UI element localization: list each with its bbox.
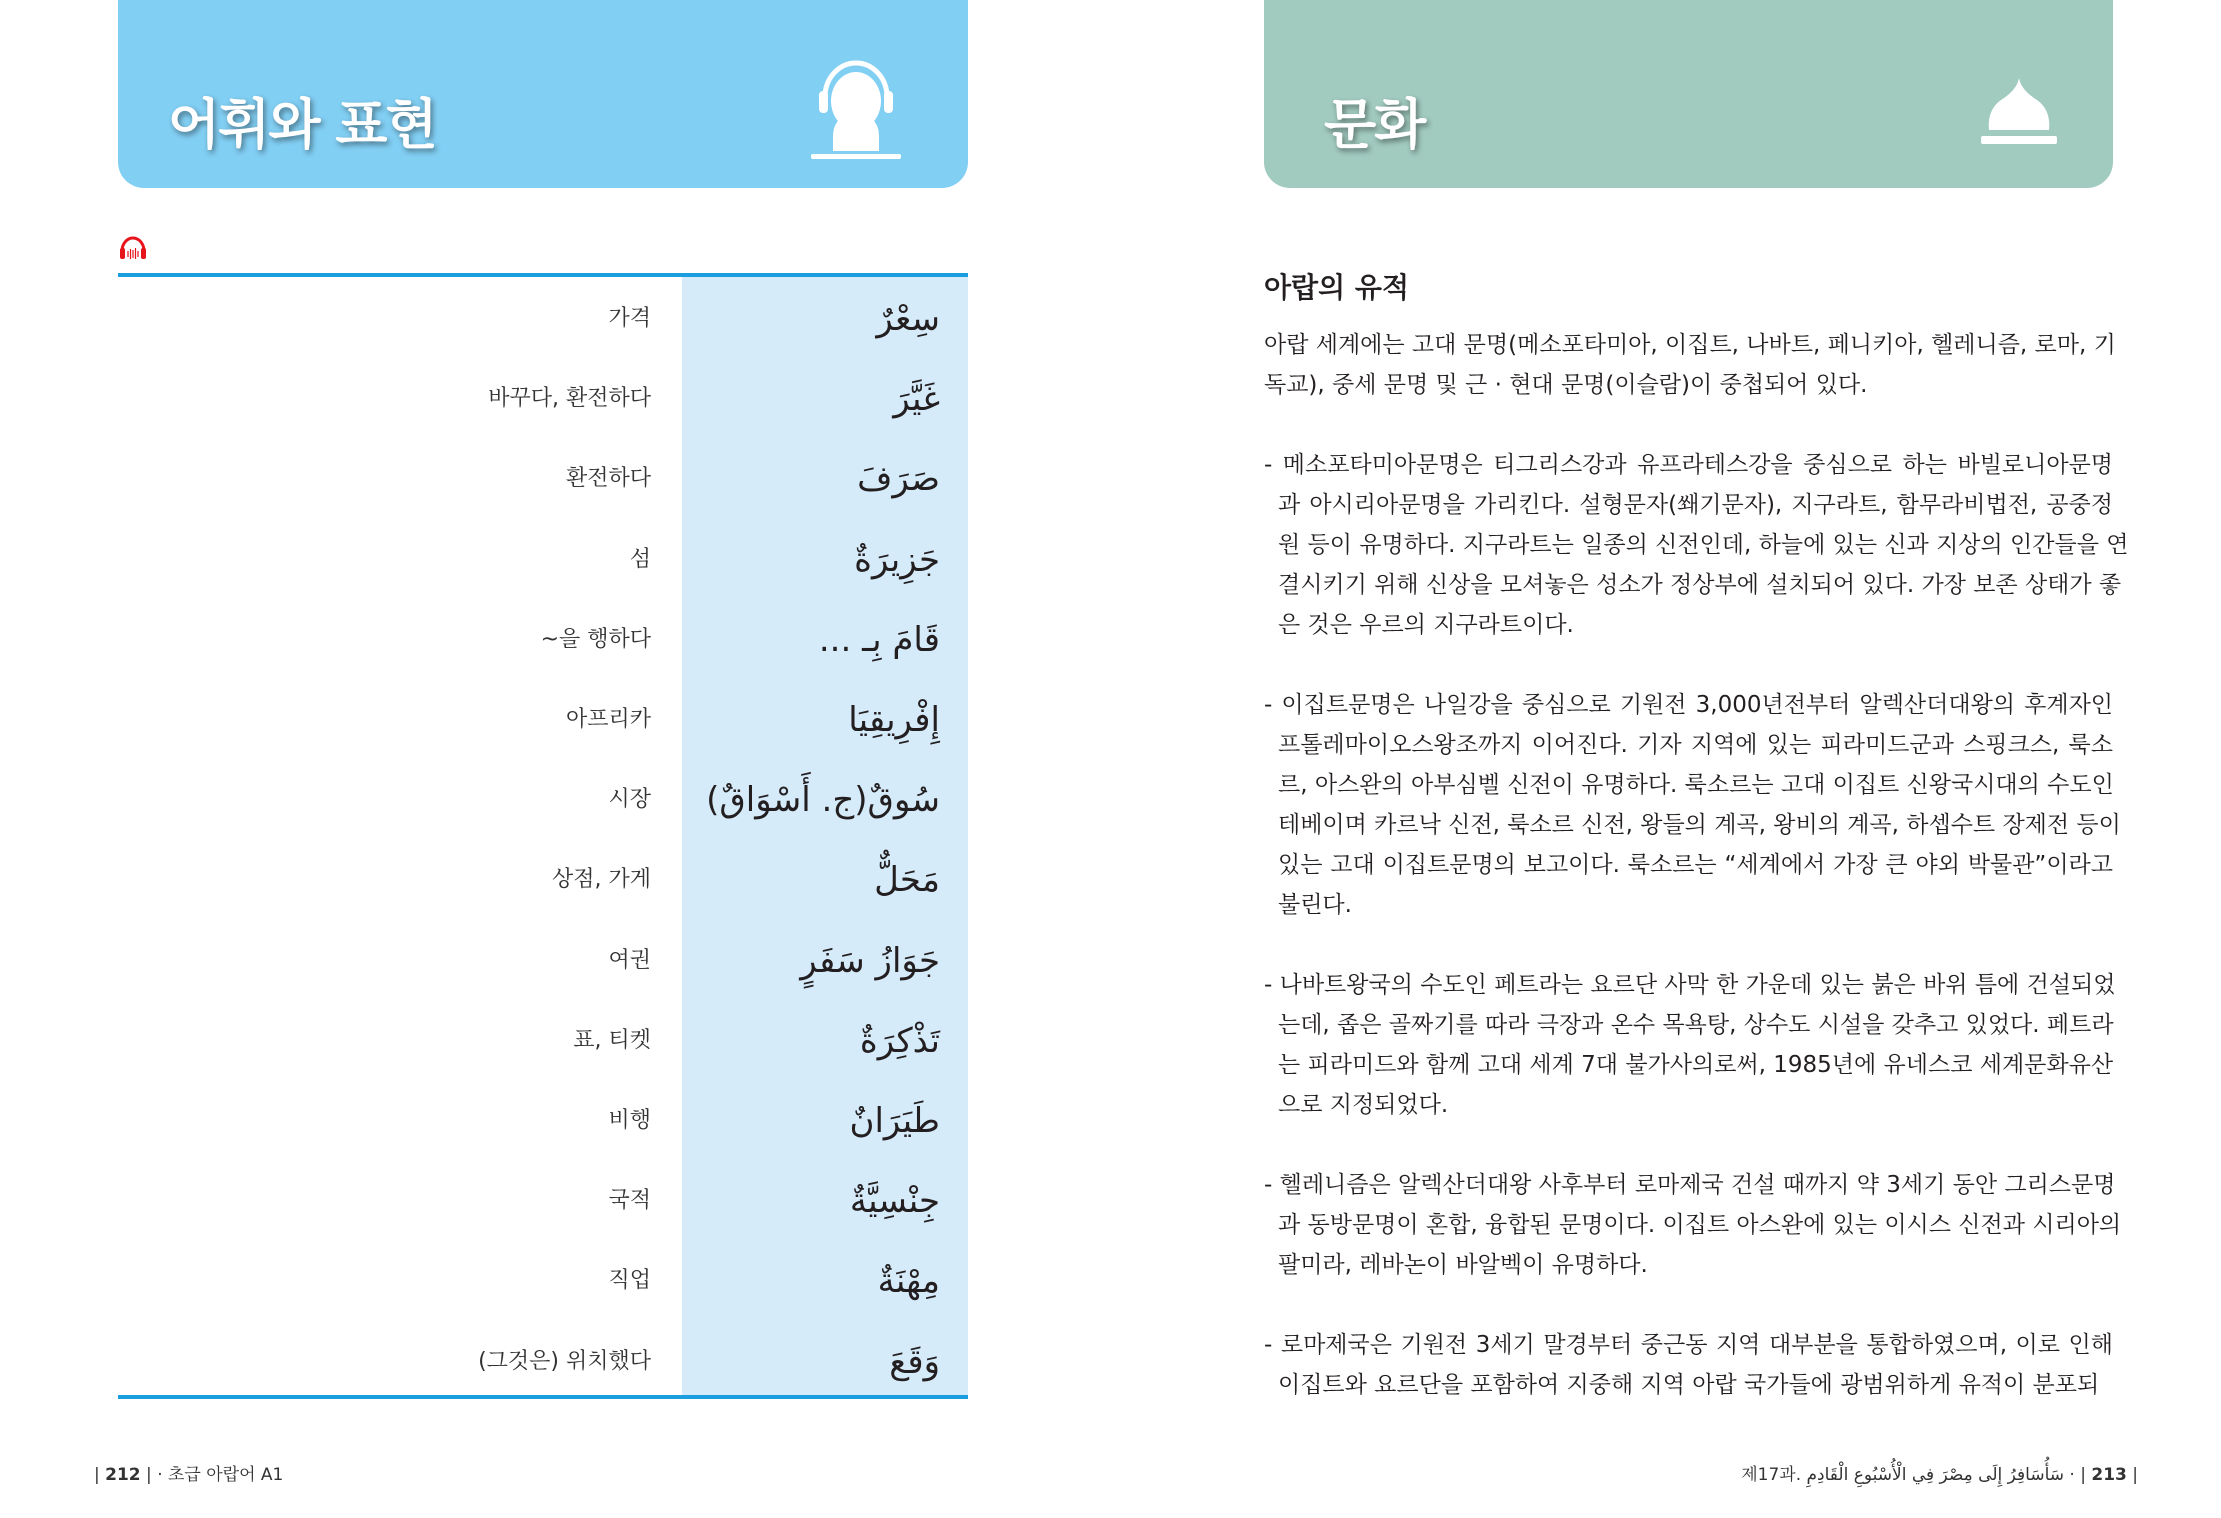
bullet-paragraph xyxy=(1264,1165,2122,1285)
text-line: 테베이며 카르낙 신전, 룩소르 신전, 왕들의 계곡, 왕비의 계곡, 하셉수트 장제전 등이 xyxy=(1278,812,2121,838)
text-line: - 로마제국은 기원전 3세기 말경부터 중근동 지역 대부분을 통합하였으며, 이로 인해 xyxy=(1264,1332,2113,1358)
audio-headphone-icon[interactable] xyxy=(118,231,148,261)
korean-meaning: 아프리카 xyxy=(565,707,651,732)
arabic-word: جِنْسِيَّةٌ xyxy=(849,1181,940,1222)
korean-meaning: 바꾸다, 환전하다 xyxy=(488,386,651,412)
text-line: 는데, 좁은 골짜기를 따라 극장과 온수 목욕탕, 상수도 시설을 갖추고 있었다. 페트라 xyxy=(1278,1012,2114,1038)
vocab-row xyxy=(118,279,968,359)
section-title: 아랍의 유적 xyxy=(1264,271,1409,304)
vocab-row xyxy=(118,1081,968,1161)
arabic-word: جَزِيرَةٌ xyxy=(854,539,940,580)
culture-body-text xyxy=(1264,325,2129,1445)
mosque-dome-icon xyxy=(1981,78,2057,150)
korean-meaning: 직업 xyxy=(608,1268,651,1294)
text-line: 팔미라, 레바논이 바알벡이 유명하다. xyxy=(1278,1252,1648,1278)
page-number: 212 xyxy=(105,1465,141,1485)
korean-meaning: ~을 행하다 xyxy=(540,626,651,652)
bullet-paragraph xyxy=(1264,1325,2113,1405)
vocab-row xyxy=(118,760,968,840)
arabic-word: مِهْنَةٌ xyxy=(877,1261,940,1302)
text-line: 독교), 중세 문명 및 근 · 현대 문명(이슬람)이 중첩되어 있다. xyxy=(1264,372,1868,398)
vocab-row xyxy=(118,1001,968,1081)
korean-meaning: 표, 티켓 xyxy=(573,1027,651,1053)
intro-paragraph xyxy=(1264,325,2116,405)
text-line: 불린다. xyxy=(1278,892,1352,918)
text-line: 프톨레마이오스왕조까지 이어진다. 기자 지역에 있는 피라미드군과 스핑크스, 룩소 xyxy=(1278,732,2113,758)
vocab-row xyxy=(118,359,968,439)
bullet-paragraph xyxy=(1264,965,2116,1125)
arabic-word: سِعْرٌ xyxy=(876,299,940,339)
vocab-row xyxy=(118,840,968,920)
culture-banner xyxy=(1264,0,2113,188)
text-line: 은 것은 우르의 지구라트이다. xyxy=(1278,612,1574,638)
text-line: 과 아시리아문명을 가리킨다. 설형문자(쐐기문자), 지구라트, 함무라비법전, 공중정 xyxy=(1278,492,2113,518)
korean-meaning: 국적 xyxy=(608,1188,651,1214)
vocab-row xyxy=(118,439,968,519)
arabic-word: صَرَفَ xyxy=(857,459,940,500)
bullet-paragraph xyxy=(1264,445,2129,645)
korean-meaning: 비행 xyxy=(608,1108,651,1133)
korean-meaning: 가격 xyxy=(608,306,651,331)
separator: · xyxy=(2069,1465,2075,1485)
page-number: 213 xyxy=(2091,1465,2127,1485)
text-line: 결시키기 위해 신상을 모셔놓은 성소가 정상부에 설치되어 있다. 가장 보존 상태가 좋 xyxy=(1278,572,2122,598)
book-title: · 초급 아랍어 A1 xyxy=(157,1465,284,1485)
arabic-word: إِفْرِيقِيَا xyxy=(848,700,940,740)
text-line: - 나바트왕국의 수도인 페트라는 요르단 사막 한 가운데 있는 붉은 바위 틈에 건설되었 xyxy=(1264,972,2116,998)
vocab-row xyxy=(118,921,968,1001)
vocab-banner-title: 어휘와 표현 xyxy=(168,93,436,156)
vocab-row xyxy=(118,1322,968,1402)
arabic-word: غَيَّرَ xyxy=(893,379,940,420)
culture-banner-title: 문화 xyxy=(1324,93,1425,156)
korean-meaning: 여권 xyxy=(608,947,651,973)
text-line: 있는 고대 이집트문명의 보고이다. 룩소르는 “세계에서 가장 큰 야외 박물관”이라고 xyxy=(1278,852,2113,878)
vocab-row xyxy=(118,600,968,680)
korean-meaning: 환전하다 xyxy=(565,466,651,492)
vocab-row xyxy=(118,680,968,760)
headset-person-icon xyxy=(811,57,901,162)
vocab-banner xyxy=(118,0,968,188)
arabic-word: وَقَعَ xyxy=(889,1341,940,1382)
bullet-paragraph xyxy=(1264,685,2121,925)
vocab-row xyxy=(118,1241,968,1321)
korean-meaning: 시장 xyxy=(608,787,651,813)
lesson-title-arabic: سَأُسَافِرُ إِلَى مِصْرَ فِي الْأُسْبُوعِ الْقَادِمِ xyxy=(1806,1465,2064,1485)
text-line: - 이집트문명은 나일강을 중심으로 기원전 3,000년전부터 알렉산더대왕의 후계자인 xyxy=(1264,692,2113,718)
vocabulary-table xyxy=(118,273,968,1399)
arabic-word: مَحَلٌّ xyxy=(874,860,940,901)
text-line: 과 동방문명이 혼합, 융합된 문명이다. 이집트 아스완에 있는 이시스 신전과 시리아의 xyxy=(1278,1212,2122,1238)
footer-left: | 212 | · 초급 아랍어 A1 xyxy=(94,1465,284,1485)
arabic-word: تَذْكِرَةٌ xyxy=(859,1020,940,1061)
text-line: 는 피라미드와 함께 고대 세계 7대 불가사의로써, 1985년에 유네스코 세계문화유산 xyxy=(1278,1052,2114,1078)
text-line: - 메소포타미아문명은 티그리스강과 유프라테스강을 중심으로 하는 바빌로니아문명 xyxy=(1264,452,2113,478)
korean-meaning: (그것은) 위치했다 xyxy=(478,1348,651,1374)
text-line: 으로 지정되었다. xyxy=(1278,1092,1449,1118)
arabic-word: جَوَازُ سَفَرٍ xyxy=(800,940,940,981)
text-line: - 헬레니즘은 알렉산더대왕 사후부터 로마제국 건설 때까지 약 3세기 동안 그리스문명 xyxy=(1264,1172,2116,1198)
arabic-word: طَيَرَانٌ xyxy=(849,1101,940,1141)
text-line: 아랍 세계에는 고대 문명(메소포타미아, 이집트, 나바트, 페니키아, 헬레니즘, 로마, 기 xyxy=(1264,332,2116,358)
vocab-row xyxy=(118,1161,968,1241)
lesson-label: 제17과. xyxy=(1741,1465,1802,1485)
text-line: 르, 아스완의 아부심벨 신전이 유명하다. 룩소르는 고대 이집트 신왕국시대의 수도인 xyxy=(1278,772,2114,798)
arabic-word: قَامَ بِـ ... xyxy=(818,619,940,660)
text-line: 원 등이 유명하다. 지구라트는 일종의 신전인데, 하늘에 있는 신과 지상의 인간들을 연 xyxy=(1278,532,2129,558)
text-line: 이집트와 요르단을 포함하여 지중해 지역 아랍 국가들에 광범위하게 유적이 분포되 xyxy=(1278,1372,2100,1398)
vocab-row xyxy=(118,520,968,600)
korean-meaning: 섬 xyxy=(629,546,651,572)
arabic-word: سُوقٌ(ج. أَسْوَاقٌ) xyxy=(706,780,940,821)
footer-right: 제17과. سَأُسَافِرُ إِلَى مِصْرَ فِي الْأُسْبُوعِ الْقَادِمِ · | 213 | xyxy=(1741,1465,2138,1485)
korean-meaning: 상점, 가게 xyxy=(552,867,651,893)
